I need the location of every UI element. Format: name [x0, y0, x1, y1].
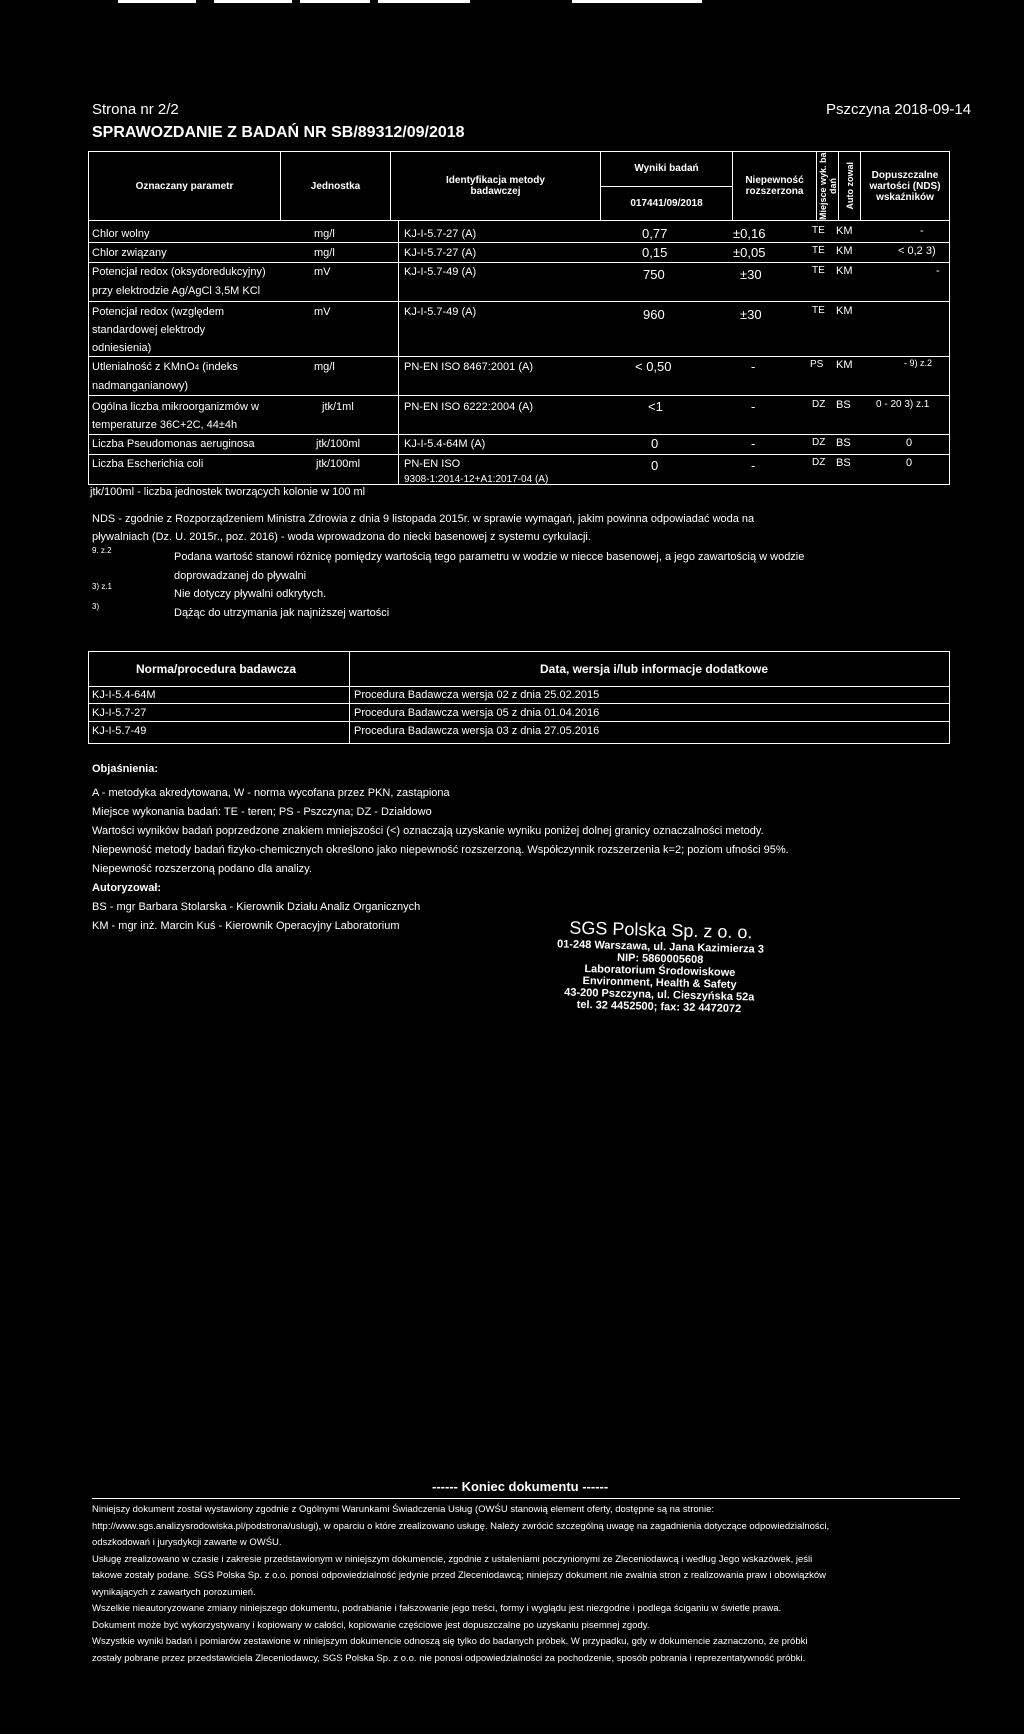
row2-auth: KM [836, 245, 853, 257]
note-3z1: Nie dotyczy pływalni odkrytych. [174, 588, 327, 600]
row8-method: 9308-1:2014-12+A1:2017-04 (A) [404, 474, 549, 485]
row5-unit: mg/l [314, 361, 335, 373]
row6-param: temperaturze 36C+2C, 44±4h [92, 419, 238, 431]
row4-param: Potencjał redox (względem [92, 306, 225, 318]
row6-unit: jtk/1ml [322, 401, 354, 413]
report-title: SPRAWOZDANIE Z BADAŃ NR SB/89312/09/2018 [92, 124, 465, 141]
top-strip [378, 0, 470, 3]
row2-method: KJ-I-5.7-27 (A) [404, 247, 477, 259]
company-stamp: SGS Polska Sp. z o. o. 01-248 Warszawa, ul. Jana Kazimierza 3 NIP: 5860005608 Laboratorium Środowiskowe Environment, Health & Safety 43-200 Pszczyna, ul. Cieszyńska 52a tel. 32 4452500; fax: 32 4472072 [556, 917, 765, 1016]
place-date: Pszczyna 2018-09-14 [826, 101, 972, 118]
row6-place: DZ [812, 399, 826, 410]
footer-line: Wszelkie nieautoryzowane zmiany niniejszego dokumentu, podrabianie i fałszowanie jego treści, formy i wyglądu jest niezgodne i podlega ściganiu w świetle prawa. [92, 1603, 782, 1614]
row8-uncert: - [751, 458, 756, 473]
page-number: Strona nr 2/2 [92, 101, 179, 118]
footer-line: Dokument może być wykorzystywany i kopiowany w całości, kopiowanie częściowe jest dopuszczalne po uzyskaniu pisemnej zgody. [92, 1620, 650, 1631]
row7-nds: 0 [906, 437, 913, 449]
norma-header-2: Data, wersja i/lub informacje dodatkowe [540, 662, 769, 676]
row5-param: nadmanganianowy) [92, 380, 189, 392]
row5-nds: - 9) z.2 [904, 358, 933, 368]
row3-method: KJ-I-5.7-49 (A) [404, 266, 477, 278]
row3-auth: KM [836, 265, 853, 277]
row4-unit: mV [314, 306, 331, 318]
note-3: Dążąc do utrzymania jak najniższej wartości [174, 607, 390, 619]
footer-line: Wszystkie wyniki badań i pomiarów zestawione w niniejszym dokumencie odnoszą się tylko do badanych próbek. W przypadku, gdy w dokumencie zaznaczono, że próbki [92, 1636, 808, 1647]
results-table-header [88, 151, 950, 221]
table-footnote: jtk/100ml - liczba jednostek tworzących kolonie w 100 ml [90, 486, 366, 498]
auth-line: KM - mgr inż. Marcin Kuś - Kierownik Operacyjny Laboratorium [92, 920, 400, 932]
explain-line: Niepewność rozszerzoną podano dla analizy. [92, 863, 312, 875]
row4-param: standardowej elektrody [92, 324, 206, 336]
note-9: Podana wartość stanowi różnicę pomiędzy wartością tego parametru w wodzie w niecce basenowej, a jego zawartością w wodzie [174, 551, 805, 563]
row5-uncert: - [751, 359, 756, 374]
header-method: Identyfikacja metody badawczej [391, 152, 601, 220]
row8-param: Liczba Escherichia coli [92, 458, 204, 470]
row4-place: TE [812, 305, 825, 316]
norma-code: KJ-I-5.7-27 [92, 707, 147, 719]
row5-param: Utlenialność z KMnO4 (indeks [92, 361, 238, 373]
row4-param: odniesienia) [92, 342, 152, 354]
row3-uncert: ±30 [740, 267, 762, 282]
explain-title: Objaśnienia: [92, 763, 159, 775]
note-9: doprowadzanej do pływalni [174, 570, 307, 582]
end-of-document: ------ Koniec dokumentu ------ [432, 1479, 609, 1494]
row1-nds: - [920, 225, 924, 237]
row1-result: 0,77 [642, 226, 668, 241]
row4-uncert: ±30 [740, 307, 762, 322]
row2-param: Chlor związany [92, 247, 167, 259]
note-mark: 3) z.1 [92, 582, 113, 591]
header-nds: Dopuszczalne wartości (NDS) wskaźników [869, 169, 941, 203]
auth-line: BS - mgr Barbara Stolarska - Kierownik Działu Analiz Organicznych [92, 901, 421, 913]
norma-code: KJ-I-5.7-49 [92, 725, 147, 737]
norma-info: Procedura Badawcza wersja 03 z dnia 27.05.2016 [354, 725, 600, 737]
explain-line: Miejsce wykonania badań: TE - teren; PS - Pszczyna; DZ - Działdowo [92, 806, 432, 818]
row7-unit: jtk/100ml [316, 438, 361, 450]
row8-auth: BS [836, 457, 851, 469]
note-mark: 3) [92, 602, 100, 611]
row3-unit: mV [314, 266, 331, 278]
row6-param: Ogólna liczba mikroorganizmów w [92, 401, 259, 413]
header-param: Oznaczany parametr [89, 152, 281, 220]
norma-header-1: Norma/procedura badawcza [136, 662, 297, 676]
row5-place: PS [810, 359, 824, 370]
row6-auth: BS [836, 399, 851, 411]
top-strip [572, 0, 702, 3]
row7-uncert: - [751, 436, 756, 451]
row8-nds: 0 [906, 457, 913, 469]
header-auth: Auto zowal [839, 152, 861, 220]
row4-auth: KM [836, 305, 853, 317]
nds-note: pływalniach (Dz. U. 2015r., poz. 2016) - woda wprowadzona do niecki basenowej z systemu cyrkulacji. [92, 531, 591, 543]
row8-result: 0 [651, 458, 659, 473]
footer-line: http://www.sgs.analizysrodowiska.pl/podstrona/uslugi), w oparciu o które zrealizowano usługę. Należy zwrócić szczególną uwagę na zagadnienia dotyczące odpowiedzialności, [92, 1521, 830, 1532]
row3-place: TE [812, 265, 825, 276]
footer-line: zostały pobrane przez przedstawiciela Zleceniodawcy, SGS Polska Sp. z o.o. nie ponosi odpowiedzialności za pochodzenie, sposób pobrania i reprezentatywność próbki. [92, 1653, 806, 1664]
row1-unit: mg/l [314, 228, 335, 240]
row1-uncert: ±0,16 [733, 226, 766, 241]
row5-method: PN-EN ISO 8467:2001 (A) [404, 361, 534, 373]
row8-method: PN-EN ISO [404, 458, 461, 470]
row4-result: 960 [643, 307, 665, 322]
row1-place: TE [812, 225, 825, 236]
row7-result: 0 [651, 436, 659, 451]
header-results: Wyniki badań 017441/09/2018 [601, 152, 733, 220]
row1-auth: KM [836, 225, 853, 237]
col-divider [398, 221, 399, 485]
footer-divider [92, 1498, 960, 1499]
row2-nds: < 0,2 3) [898, 245, 936, 257]
explain-line: Wartości wyników badań poprzedzone znakiem mniejszości (<) oznaczają uzyskanie wyniku poniżej dolnej granicy oznaczalności metody. [92, 825, 764, 837]
header-uncert: Niepewność rozszerzona [733, 152, 817, 220]
auth-title: Autoryzował: [92, 882, 162, 894]
norma-code: KJ-I-5.4-64M [92, 689, 156, 701]
norma-divider [349, 651, 350, 744]
nds-note: NDS - zgodnie z Rozporządzeniem Ministra Zdrowia z dnia 9 listopada 2015r. w sprawie wymagań, jakim powinna odpowiadać woda na [92, 513, 755, 525]
footer-line: odszkodowań i jurysdykcji zawarte w OWŚU. [92, 1537, 282, 1548]
row7-param: Liczba Pseudomonas aeruginosa [92, 438, 255, 450]
row8-unit: jtk/100ml [316, 458, 361, 470]
footer-line: Usługę zrealizowano w czasie i zakresie przedstawionym w niniejszym dokumencie, zgodnie z ustaleniami poczynionymi ze Zleceniodawcą i według Jego wskazówek, jeśli [92, 1554, 813, 1565]
row7-auth: BS [836, 437, 851, 449]
row3-nds: - [936, 265, 940, 277]
row2-result: 0,15 [642, 245, 668, 260]
row2-unit: mg/l [314, 247, 335, 259]
row8-place: DZ [812, 457, 826, 468]
row1-param: Chlor wolny [92, 228, 150, 240]
row3-param: przy elektrodzie Ag/AgCl 3,5M KCl [92, 285, 261, 297]
row7-place: DZ [812, 437, 826, 448]
row3-param: Potencjał redox (oksydoredukcyjny) [92, 266, 266, 278]
header-unit: Jednostka [281, 152, 391, 220]
norma-info: Procedura Badawcza wersja 05 z dnia 01.04.2016 [354, 707, 600, 719]
row7-method: KJ-I-5.4-64M (A) [404, 438, 486, 450]
row5-auth: KM [836, 359, 853, 371]
row6-uncert: - [751, 399, 756, 414]
explain-line: Niepewność metody badań fizyko-chemicznych określono jako niepewność rozszerzoną. Współczynnik rozszerzenia k=2; poziom ufności 95%. [92, 844, 789, 856]
row1-method: KJ-I-5.7-27 (A) [404, 228, 477, 240]
row2-place: TE [812, 245, 825, 256]
row5-result: < 0,50 [635, 359, 672, 374]
row6-result: <1 [648, 399, 663, 414]
footer-line: Niniejszy dokument został wystawiony zgodnie z Ogólnymi Warunkami Świadczenia Usług (OWŚU stanowią element oferty, dostępne są na stronie: [92, 1504, 714, 1515]
header-place: Miejsce wyk. ba dań [817, 152, 838, 220]
row3-result: 750 [643, 267, 665, 282]
note-mark: 9. z.2 [92, 546, 112, 555]
row4-method: KJ-I-5.7-49 (A) [404, 306, 477, 318]
row6-nds: 0 - 20 3) z.1 [876, 399, 930, 410]
row6-method: PN-EN ISO 6222:2004 (A) [404, 401, 534, 413]
footer-line: takowe zostały podane. SGS Polska Sp. z o.o. ponosi odpowiedzialność jedynie przed Zleceniodawcą; niniejszy dokument nie zwalnia stron z realizowania praw i obowiązków [92, 1570, 827, 1581]
explain-line: A - metodyka akredytowana, W - norma wycofana przez PKN, zastąpiona [92, 787, 450, 799]
norma-info: Procedura Badawcza wersja 02 z dnia 25.02.2015 [354, 689, 600, 701]
top-strip [214, 0, 292, 3]
footer-line: wynikających z zawartych porozumień. [92, 1587, 256, 1598]
row2-uncert: ±0,05 [733, 245, 766, 260]
top-strip [118, 0, 196, 3]
top-strip [300, 0, 370, 3]
